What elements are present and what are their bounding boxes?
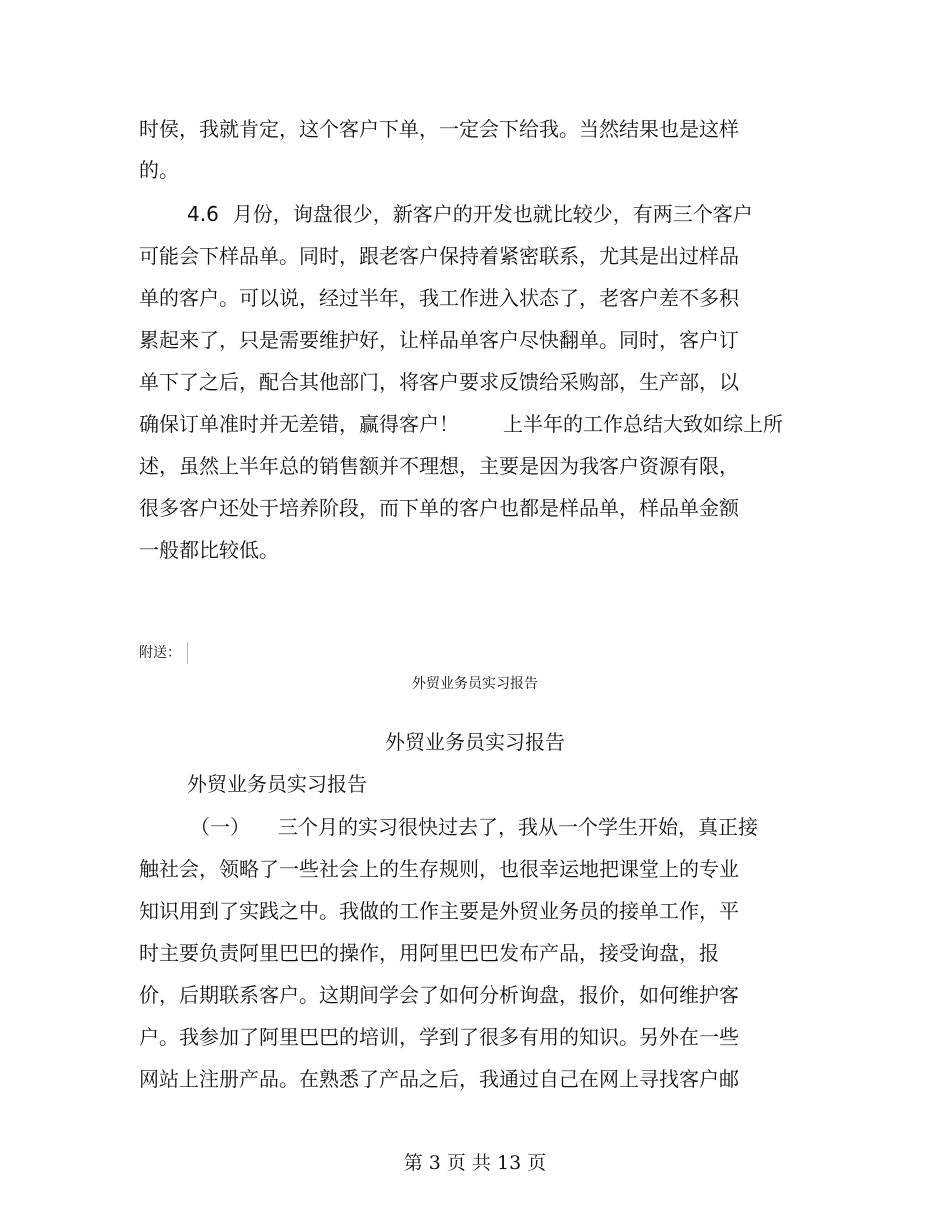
- paragraph-line: 知识用到了实践之中。我做的工作主要是外贸业务员的接单工作，平: [139, 899, 739, 923]
- paragraph-marker: （一）: [190, 815, 250, 839]
- paragraph-line: 累起来了，只是需要维护好，让样品单客户尽快翻单。同时，客户订: [139, 328, 739, 352]
- paragraph-line: 触社会，领略了一些社会上的生存规则，也很幸运地把课堂上的专业: [139, 857, 739, 881]
- appendix-small-title: 外贸业务员实习报告: [412, 676, 538, 692]
- paragraph-line: 网站上注册产品。在熟悉了产品之后，我通过自己在网上寻找客户邮: [139, 1067, 739, 1091]
- section-first-line: [187, 202, 753, 226]
- paragraph-line: 时主要负责阿里巴巴的操作，用阿里巴巴发布产品，接受询盘，报: [139, 941, 719, 965]
- paragraph-line: 可能会下样品单。同时，跟老客户保持着紧密联系，尤其是出过样品: [139, 244, 739, 268]
- appendix-subtitle: 外贸业务员实习报告: [187, 772, 367, 796]
- paragraph-line: 很多客户还处于培养阶段，而下单的客户也都是样品单，样品单金额: [139, 496, 739, 520]
- paragraph-line: 述，虽然上半年总的销售额并不理想，主要是因为我客户资源有限，: [139, 454, 739, 478]
- line-part-right: 上半年的工作总结大致如综上所: [503, 412, 783, 436]
- text-cursor-mark: [187, 642, 188, 664]
- section-first-line-text: 月份，询盘很少，新客户的开发也就比较少，有两三个客户: [232, 202, 753, 226]
- appendix-first-line: [190, 815, 758, 839]
- paragraph-line: 时侯，我就肯定，这个客户下单，一定会下给我。当然结果也是这样: [139, 117, 739, 141]
- paragraph-line: 一般都比较低。: [139, 538, 279, 562]
- paragraph-line: 的。: [139, 158, 179, 182]
- section-number: 4.6: [187, 202, 219, 226]
- paragraph-line: 户。我参加了阿里巴巴的培训，学到了很多有用的知识。另外在一些: [139, 1025, 739, 1049]
- line-part-left: 确保订单准时并无差错，赢得客户！: [139, 412, 459, 436]
- page-footer: 第 3 页 共 13 页: [403, 1152, 547, 1174]
- appendix-label: 附送：: [139, 645, 181, 661]
- paragraph-line: 价，后期联系客户。这期间学会了如何分析询盘，报价，如何维护客: [139, 983, 739, 1007]
- paragraph-line: 单的客户。可以说，经过半年，我工作进入状态了，老客户差不多积: [139, 286, 739, 310]
- paragraph-line: [139, 412, 783, 436]
- paragraph-line: 单下了之后，配合其他部门，将客户要求反馈给采购部，生产部，以: [139, 370, 739, 394]
- appendix-first-line-text: 三个月的实习很快过去了，我从一个学生开始，真正接: [278, 815, 758, 839]
- appendix-main-title: 外贸业务员实习报告: [385, 730, 565, 754]
